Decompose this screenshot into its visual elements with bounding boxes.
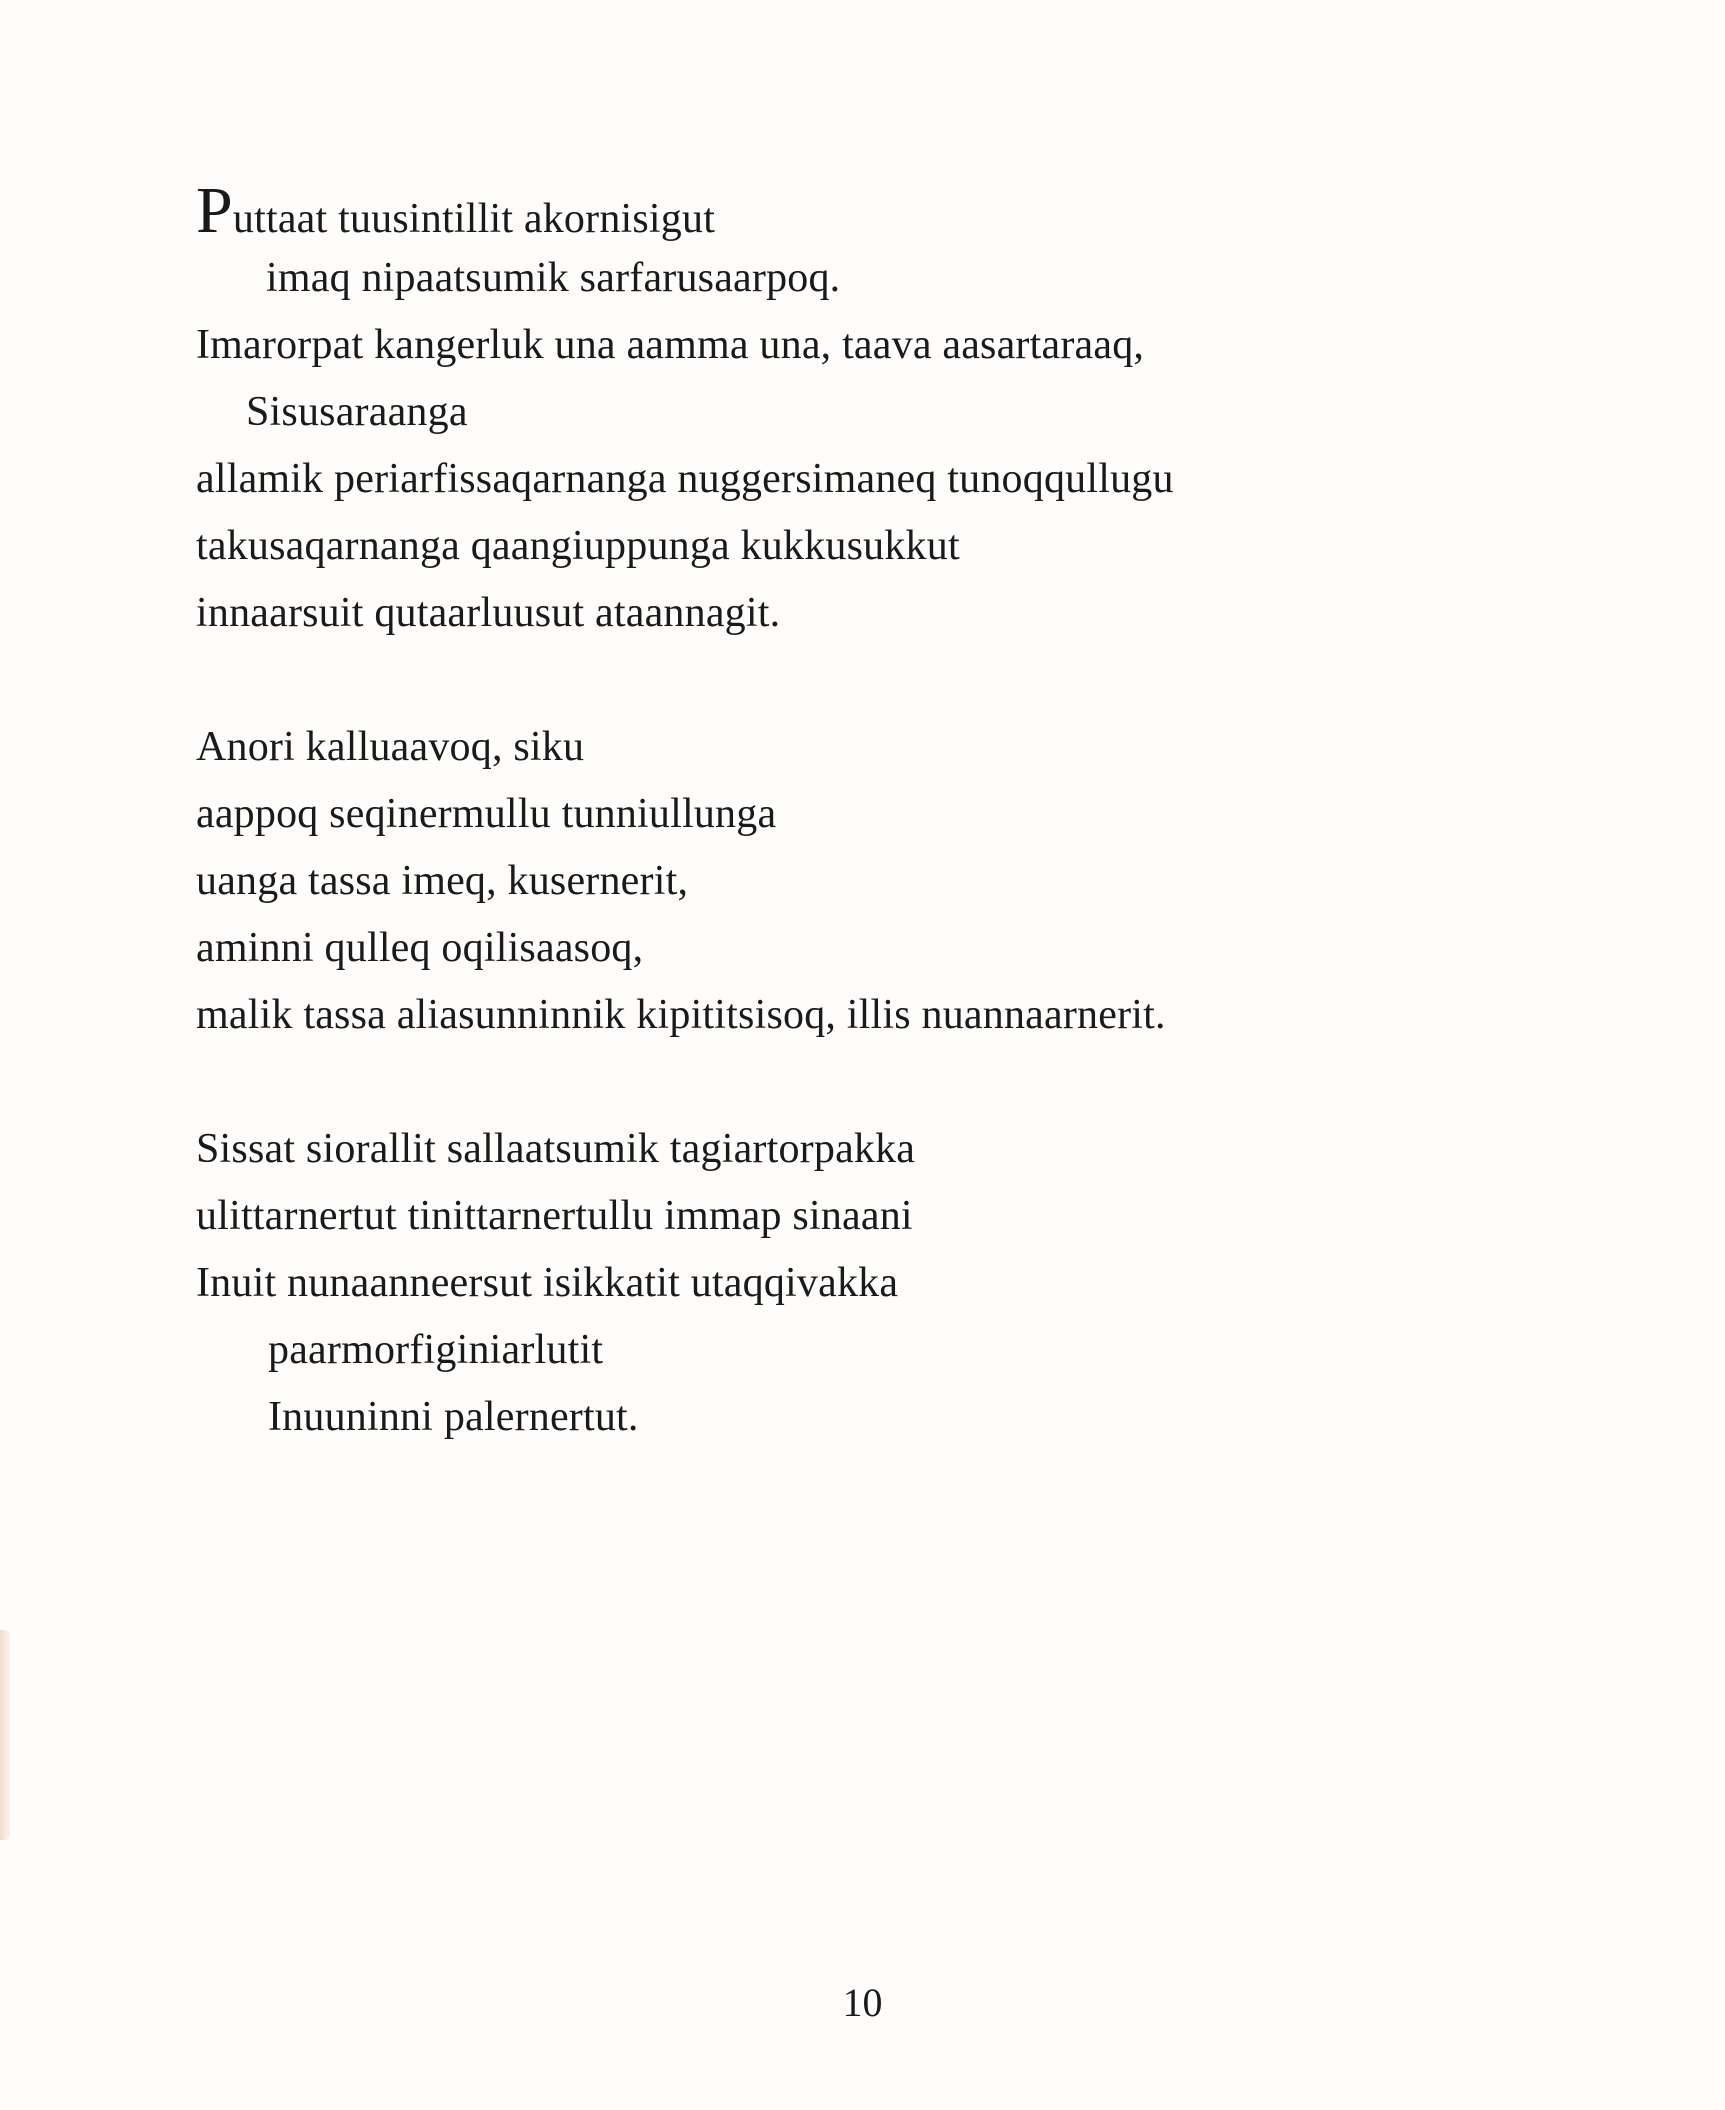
page-number: 10 [842,1980,883,2025]
poem-line: innaarsuit qutaarluusut ataannagit. [196,590,781,636]
stanza-2 [196,714,1496,1049]
stanza-1 [196,174,1496,647]
drop-cap: P [196,174,233,247]
poem-line: paarmorfiginiarlutit [268,1327,604,1373]
poem-line: Inuit nunaanneersut isikkatit utaqqivakka [196,1260,899,1306]
poem-line: Inuuninni palernertut. [268,1394,639,1440]
page-edge-shadow [0,1630,10,1840]
poem-line: takusaqarnanga qaangiuppunga kukkusukkut [196,523,960,569]
poem-line [196,174,1496,247]
poem-line: Sissat siorallit sallaatsumik tagiartorpakka [196,1126,916,1172]
poem-line: imaq nipaatsumik sarfarusaarpoq. [266,255,841,301]
poem-line: aappoq seqinermullu tunniullunga [196,791,777,837]
poem-line: ulittarnertut tinittarnertullu immap sinaani [196,1193,913,1239]
poem-line-text: uttaat tuusintillit akornisigut [232,196,716,242]
poem-body [196,174,1496,1451]
stanza-3 [196,1116,1496,1451]
poem-line: aminni qulleq oqilisaasoq, [196,925,644,971]
poem-line: allamik periarfissaqarnanga nuggersimaneq tunoqqullugu [196,456,1174,502]
poem-line: Imarorpat kangerluk una aamma una, taava aasartaraaq, [196,322,1145,368]
poem-line: Sisusaraanga [246,389,468,435]
poem-line: Anori kalluaavoq, siku [196,724,585,770]
poem-line: uanga tassa imeq, kusernerit, [196,858,689,904]
poem-line: malik tassa aliasunninnik kipititsisoq, illis nuannaarnerit. [196,992,1166,1038]
